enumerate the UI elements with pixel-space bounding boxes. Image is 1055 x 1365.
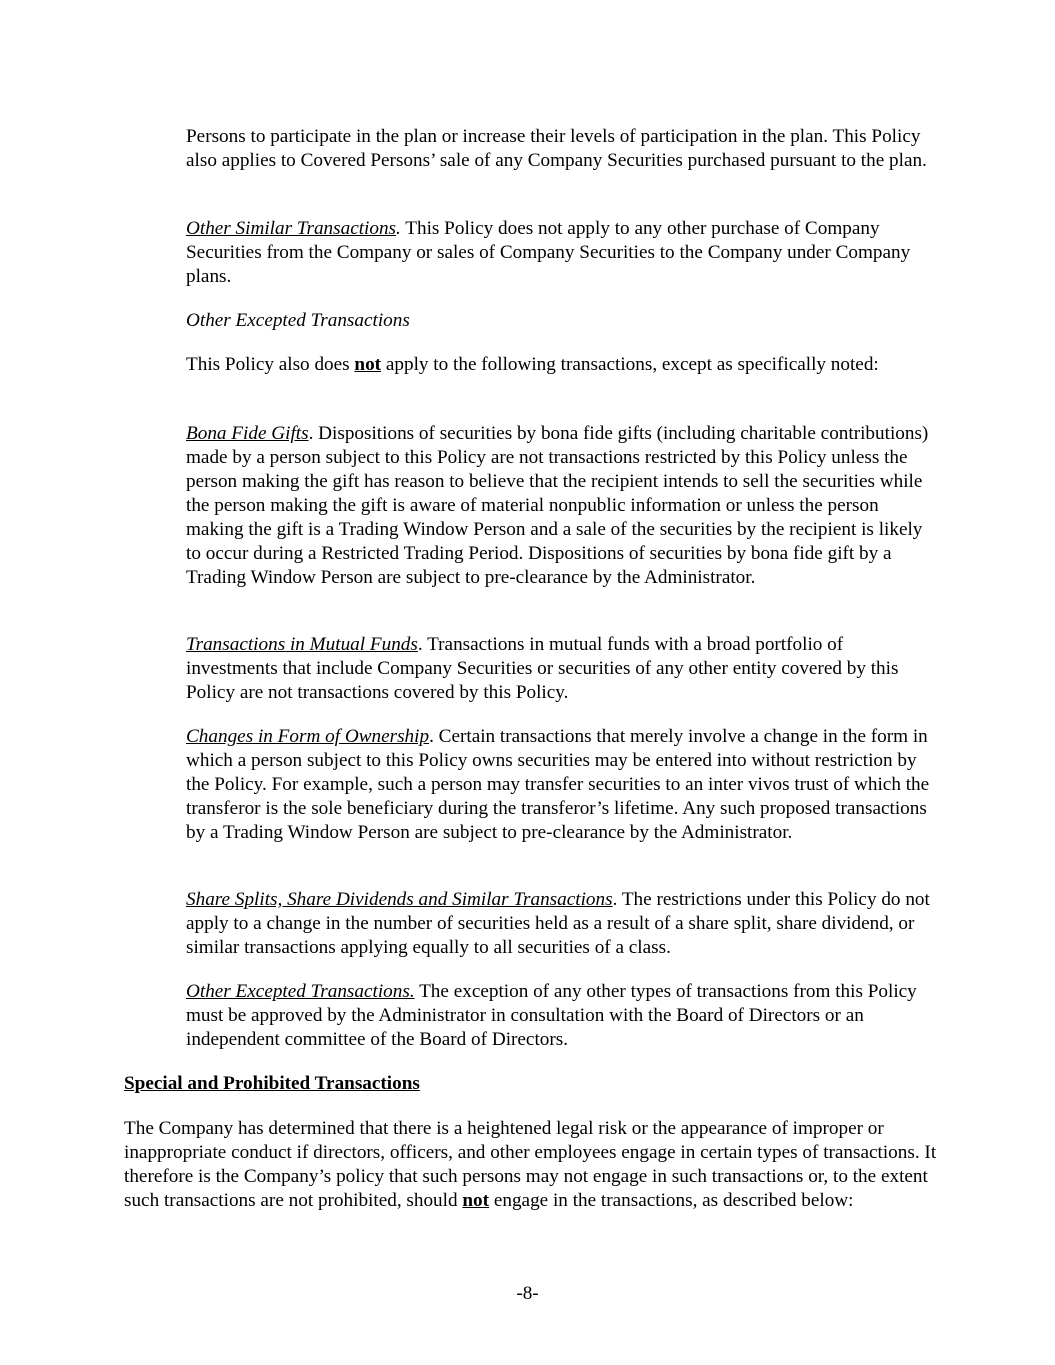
paragraph-mutual-funds — [186, 633, 938, 705]
paragraph-title: Changes in Form of Ownership — [186, 726, 430, 747]
paragraph-title: Bona Fide Gifts — [186, 423, 309, 444]
paragraph-text: Persons to participate in the plan or increase their levels of participation in the plan. This Policy also applies to Covered Persons’ sale of any Company Securities purchased pursuant to the plan. — [186, 126, 927, 171]
emphasis-not: not — [462, 1190, 490, 1211]
paragraph-plan-participation — [186, 125, 938, 173]
paragraph-title: Transactions in Mutual Funds — [186, 634, 418, 655]
paragraph-text-after: engage in the transactions, as described below: — [489, 1190, 854, 1211]
subheading-other-excepted-transactions — [186, 309, 938, 333]
paragraph-other-similar-transactions — [186, 217, 938, 289]
paragraph-text-after: apply to the following transactions, except as specifically noted: — [381, 354, 879, 375]
paragraph-text: . The restrictions under this Policy do not apply to a change in the number of securities held as a result of a share split, share dividend, or similar transactions applying equally to all securities of a class. — [186, 889, 930, 958]
paragraph-policy-not-apply — [186, 353, 938, 377]
paragraph-text-before: The Company has determined that there is a heightened legal risk or the appearance of improper or inappropriate conduct if directors, officers, and other employees engage in certain types of transactions. It therefore is the Company’s policy that such persons may not engage in such transactions or, to the extent such transactions are not prohibited, should — [124, 1118, 937, 1211]
paragraph-text: . Certain transactions that merely involve a change in the form in which a person subject to this Policy owns securities may be entered into without restriction by the Policy. For example, such a person may transfer securities to an inter vivos trust of which the transferor is the sole beneficiary during the transferor’s lifetime. Any such proposed transactions by a Trading Window Person are subject to pre-clearance by the Administrator. — [186, 726, 930, 843]
emphasis-not: not — [354, 354, 382, 375]
subheading-text: Other Excepted Transactions — [186, 310, 410, 331]
paragraph-other-excepted — [186, 980, 938, 1052]
paragraph-heightened-risk — [124, 1117, 938, 1213]
paragraph-text: . Transactions in mutual funds with a broad portfolio of investments that include Company Securities or securities of any other entity covered by this Policy are not transactions covered by this Policy. — [186, 634, 899, 703]
paragraph-title: Other Excepted Transactions. — [186, 981, 415, 1002]
paragraph-text: . Dispositions of securities by bona fide gifts (including charitable contributions) made by a person subject to this Policy are not transactions restricted by this Policy unless the person making the gift has reason to believe that the recipient intends to sell the securities while the person making the gift is aware of material nonpublic information or unless the person making the gift is a Trading Window Person and a sale of the securities by the recipient is likely to occur during a Restricted Trading Period. Dispositions of securities by bona fide gift by a Trading Window Person are subject to pre-clearance by the Administrator. — [186, 423, 929, 588]
paragraph-title: Share Splits, Share Dividends and Similar Transactions — [186, 889, 613, 910]
section-heading-text: Special and Prohibited Transactions — [124, 1073, 420, 1094]
paragraph-title-punct: . — [396, 218, 401, 239]
paragraph-text: The exception of any other types of transactions from this Policy must be approved by the Administrator in consultation with the Board of Directors or an independent committee of the Board of Directors. — [186, 981, 917, 1050]
paragraph-text: This Policy does not apply to any other purchase of Company Securities from the Company or sales of Company Securities to the Company under Company plans. — [186, 218, 911, 287]
section-heading — [124, 1072, 938, 1096]
paragraph-form-of-ownership — [186, 725, 938, 845]
paragraph-text-before: This Policy also does — [186, 354, 355, 375]
paragraph-bona-fide-gifts — [186, 422, 938, 590]
paragraph-share-splits — [186, 888, 938, 960]
paragraph-title: Other Similar Transactions — [186, 218, 397, 239]
page-number: -8- — [516, 1283, 539, 1304]
